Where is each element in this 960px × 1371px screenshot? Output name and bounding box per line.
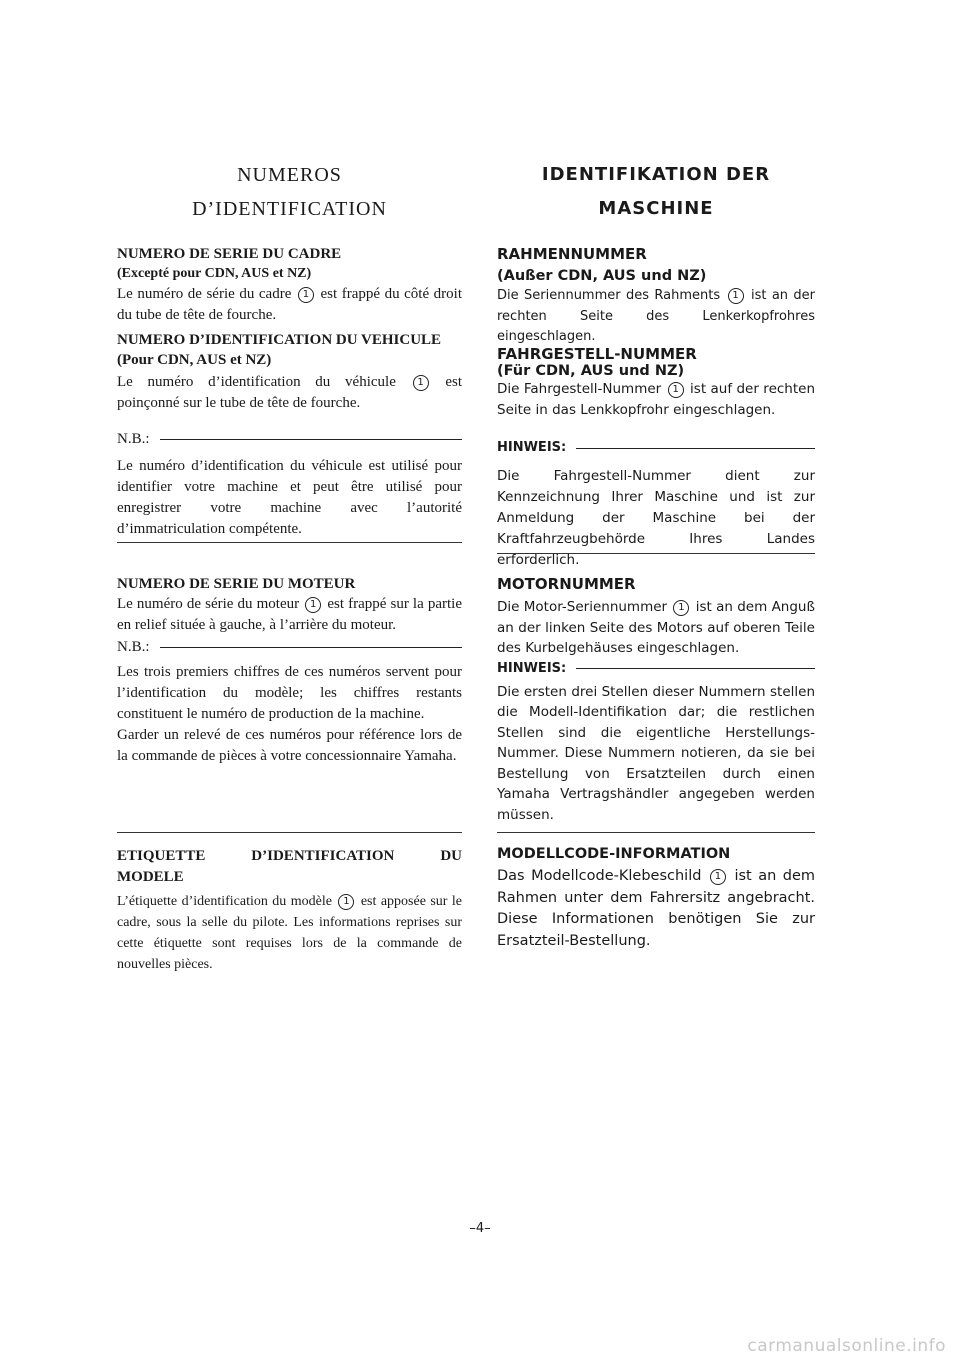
section-heading: NUMERO DE SERIE DU MOTEUR bbox=[117, 576, 356, 592]
section-text: Die Fahrgestell-Nummer 1 ist auf der rechten Seite in das Lenkkopfrohr eingeschlagen. bbox=[497, 381, 816, 418]
german-label-section bbox=[497, 845, 815, 952]
section-text: Le numéro d’identification du véhicule 1 est poinçonné sur le tube de tête de fourche. bbox=[117, 374, 462, 411]
german-note-1 bbox=[497, 438, 815, 571]
french-engine-section bbox=[117, 574, 462, 767]
section-text: Das Modellcode-Klebeschild 1 ist an dem Rahmen unter dem Fahrersitz angebracht. Diese Informationen benötigen Sie zur Ersatzteil-Bestellung. bbox=[497, 868, 816, 949]
german-engine-section bbox=[497, 575, 815, 825]
section-text: Le numéro de série du moteur 1 est frappé sur la partie en relief située à gauche, à l’arrière du moteur. bbox=[117, 596, 463, 633]
section-heading: ETIQUETTE D’IDENTIFICATION DU MODELE bbox=[117, 848, 462, 885]
note-text: Le numéro d’identification du véhicule est utilisé pour identifier votre machine et peut être utilisé pour enregistrer votre machine avec l’autorité d’immatriculation compétente. bbox=[117, 458, 462, 537]
section-heading: FAHRGESTELL-NUMMER bbox=[497, 345, 697, 363]
french-note-1 bbox=[117, 428, 462, 540]
section-text: Le numéro de série du cadre 1 est frappé du côté droit du tube de tête de fourche. bbox=[117, 286, 463, 323]
divider bbox=[117, 542, 462, 543]
callout-1-icon: 1 bbox=[728, 288, 744, 304]
callout-1-icon: 1 bbox=[298, 287, 314, 303]
section-subheading: (Für CDN, AUS und NZ) bbox=[497, 363, 685, 379]
french-vin-section bbox=[117, 330, 462, 414]
note-label: HINWEIS: bbox=[497, 438, 815, 458]
french-frame-section bbox=[117, 244, 462, 326]
german-vin-section bbox=[497, 345, 815, 420]
note-text: Die ersten drei Stellen dieser Nummern stellen die Modell-Identifikation dar; die restlichen Stellen sind die eigentliche Herstellungs-Nummer. Diese Nummern notieren, da sie bei Bestellung von Ersatzteilen durch einen Yamaha Vertragshändler angegeben werden müssen. bbox=[497, 683, 815, 823]
callout-1-icon: 1 bbox=[338, 894, 354, 910]
note-text: Die Fahrgestell-Nummer dient zur Kennzeichnung Ihrer Maschine und ist zur Anmeldung der Maschine bei der Kraftfahrzeugbehörde Ihres Landes erforderlich. bbox=[497, 468, 815, 568]
note-label: N.B.: bbox=[117, 636, 462, 658]
note-text: Garder un relevé de ces numéros pour référence lors de la commande de pièces à votre concessionnaire Yamaha. bbox=[117, 727, 462, 764]
section-heading: NUMERO D’IDENTIFICATION DU VEHICULE (Pour CDN, AUS et NZ) bbox=[117, 332, 442, 368]
section-heading: NUMERO DE SERIE DU CADRE bbox=[117, 246, 342, 262]
note-text: Les trois premiers chiffres de ces numéros servent pour l’identification du modèle; les chiffres restants constituent le numéro de production de la machine. bbox=[117, 664, 462, 722]
french-title: NUMEROS D’IDENTIFICATION bbox=[192, 164, 387, 220]
page-number: –4– bbox=[469, 1221, 491, 1236]
german-title: IDENTIFIKATION DER MASCHINE bbox=[541, 164, 771, 219]
divider bbox=[497, 832, 815, 833]
divider bbox=[117, 832, 462, 833]
german-frame-section bbox=[497, 245, 815, 348]
callout-1-icon: 1 bbox=[413, 375, 429, 391]
section-heading: MODELLCODE-INFORMATION bbox=[497, 846, 731, 862]
section-text: Die Seriennummer des Rahments 1 ist an der rechten Seite des Lenkerkopfrohres eingeschlagen. bbox=[497, 288, 816, 344]
watermark: carmanualsonline.info bbox=[747, 1336, 946, 1356]
section-subheading: (Außer CDN, AUS und NZ) bbox=[497, 268, 707, 284]
french-label-section bbox=[117, 846, 462, 975]
section-text: Die Motor-Seriennummer 1 ist an dem Anguß an der linken Seite des Motors auf oberen Teile des Kurbelgehäuses eingeschlagen. bbox=[497, 599, 815, 656]
section-subheading: (Excepté pour CDN, AUS et NZ) bbox=[117, 266, 312, 281]
section-text: L’étiquette d’identification du modèle 1 est apposée sur le cadre, sous la selle du pilote. Les informations reprises sur cette étiquette sont requises lors de la commande de nouvelles pièces. bbox=[117, 894, 462, 972]
section-heading: RAHMENNUMMER bbox=[497, 245, 647, 263]
callout-1-icon: 1 bbox=[668, 382, 684, 398]
note-label: HINWEIS: bbox=[497, 659, 815, 679]
callout-1-icon: 1 bbox=[710, 869, 726, 885]
divider bbox=[497, 553, 815, 554]
callout-1-icon: 1 bbox=[305, 597, 321, 613]
note-label: N.B.: bbox=[117, 428, 462, 450]
section-heading: MOTORNUMMER bbox=[497, 575, 636, 593]
callout-1-icon: 1 bbox=[673, 600, 689, 616]
